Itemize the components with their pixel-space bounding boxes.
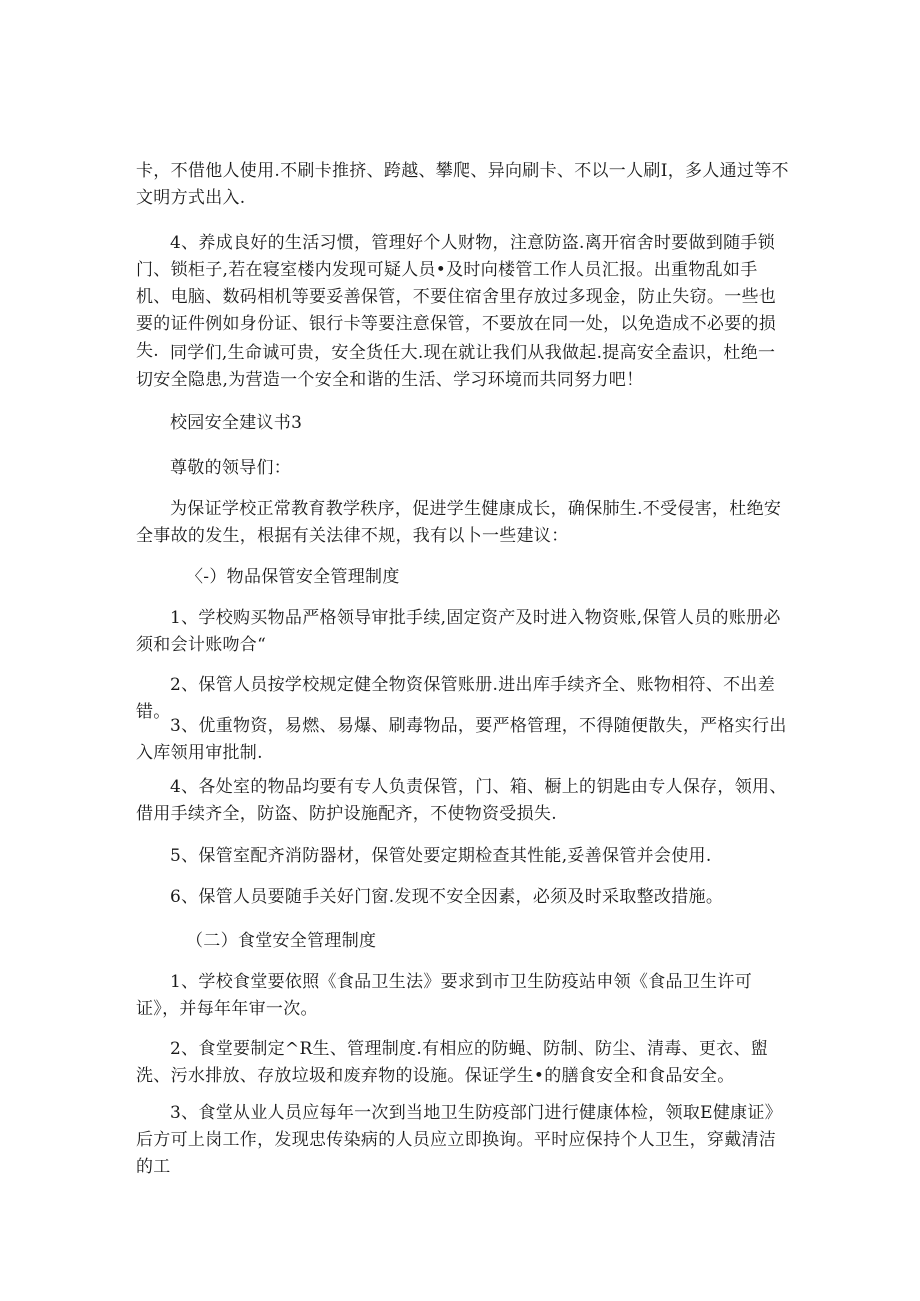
paragraph-dorm-access: 卡，不借他人使用.不刷卡推挤、跨越、攀爬、异向刷卡、不以一人刷I，多人通过等不文明方式出入.	[136, 161, 789, 208]
subheading-canteen-safety: （二）食堂安全管理制度	[186, 931, 377, 951]
canteen-rule-2: 2、食堂要制定^R生、管理制度.有相应的防蝇、防制、防尘、清毒、更衣、盥洗、污水排放、存放垃圾和废弃物的设施。保证学生•的膳食安全和食品安全。	[136, 1039, 769, 1086]
storage-rule-6: 6、保管人员要随手关好门窗.发现不安全因素，必须及时采取整改措施。	[170, 887, 724, 907]
storage-rule-1: 1、学校购买物品严格领导审批手续,固定资产及时进入物资账,保管人员的账册必须和会计账吻合“	[136, 608, 781, 655]
storage-rule-4: 4、各处室的物品均要有专人负责保管，门、箱、橱上的钥匙由专人保存，领用、借用手续齐全，防盗、防护设施配齐，不使物资受损失.	[136, 777, 787, 824]
paragraph-introduction: 为保证学校正常教育教学秩序，促进学生健康成长，确保肺生.不受侵害，杜绝安全事故的发生，根据有关法律不规，我有以卜一些建议：	[136, 499, 782, 546]
storage-rule-5: 5、保管室配齐消防器材，保管处要定期检查其性能,妥善保管并会使用.	[170, 846, 712, 866]
storage-rule-3: 3、优重物资，易燃、易爆、刷毒物品，要严格管理，不得随便散失，严格实行出入库领用审批制.	[136, 716, 787, 763]
subheading-item-storage: 〈-）物品保管安全管理制度	[186, 567, 400, 587]
section-title: 校园安全建议书3	[170, 413, 303, 433]
salutation: 尊敬的领导们：	[170, 458, 292, 478]
paragraph-closing-appeal: 同学们,生命诚可贵，安全货任大.现在就让我们从我做起.提高安全盍识，杜绝一切安全隐患,为营造一个安全和谐的生活、学习环境而共同努力吧！	[136, 343, 776, 390]
paragraph-property-safety: 4、养成良好的生活习惯，管理好个人财物，注意防盗.离开宿舍时要做到随手锁门、锁柜子,若在寝室楼内发现可疑人员•及时向楼管工作人员汇报。出重物乱如手机、电脑、数码相机等要妥善保管，不要住宿舍里存放过多现金，防止失窃。一些也要的证件例如身份证、银行卡等要注意保管，不要放在同一处，以免造成不必要的损失.	[136, 233, 777, 361]
canteen-rule-3: 3、食堂从业人员应每年一次到当地卫生防疫部门进行健康体检，领取E健康证》后方可上岗工作，发现忠传染病的人员应立即换询。平时应保持个人卫生，穿戴清洁的工	[136, 1103, 783, 1177]
storage-rule-2: 2、保管人员按学校规定健全物资保管账册.进出库手续齐全、账物相符、不出差错。	[136, 675, 776, 722]
canteen-rule-1: 1、学校食堂要依照《食品卫生法》要求到市卫生防疫站申领《食品卫生许可证》，并每年年审一次。	[136, 972, 753, 1019]
